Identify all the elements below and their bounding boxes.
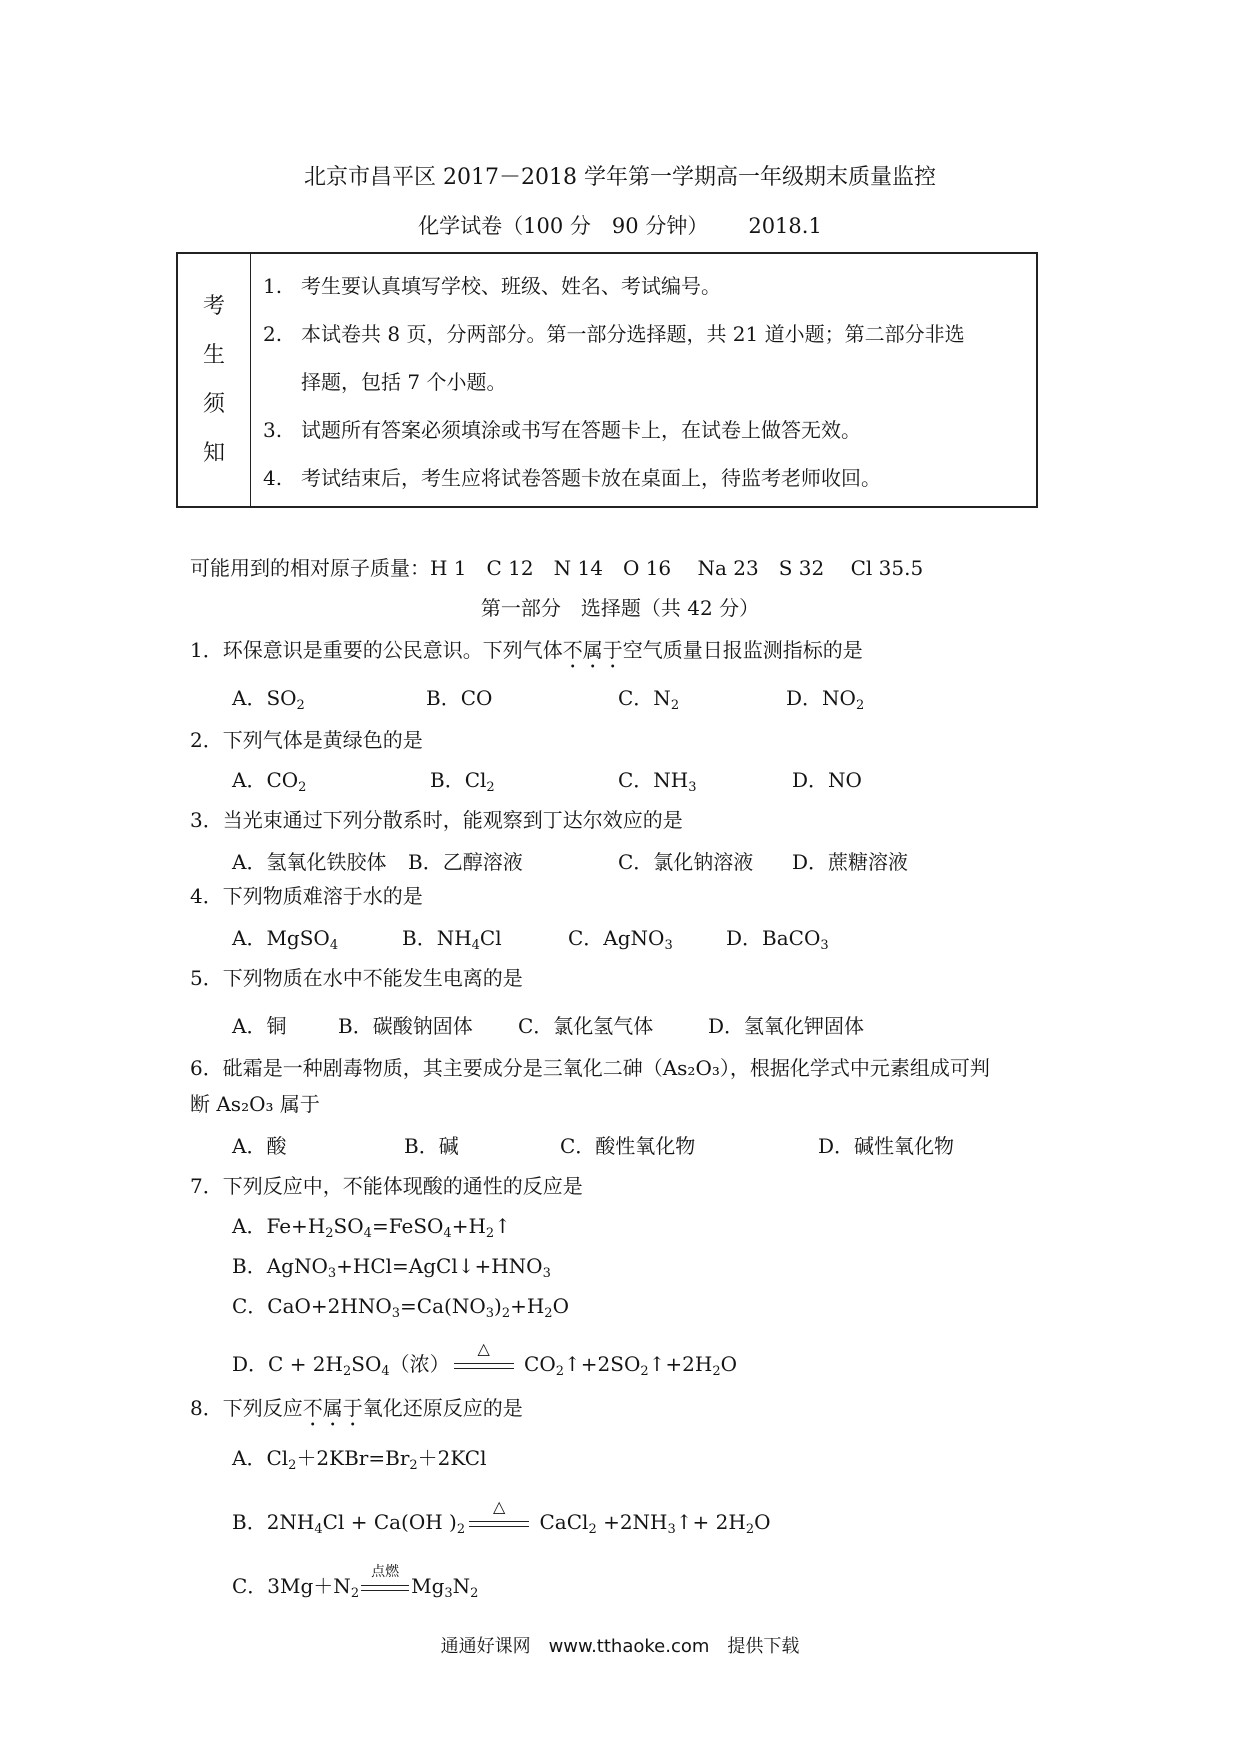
notice-item [263, 406, 1026, 454]
q8-option-c: C．$3Mg+N_2$ 点燃 $Mg_3N_2$ [232, 1570, 478, 1599]
heat-condition-arrow [454, 1338, 514, 1377]
q6-option-d: D．碱性氧化物 [818, 1134, 955, 1158]
q8-post: 氧化还原反应的是 [362, 1396, 523, 1420]
q5-option-b: B．碳酸钠固体 [338, 1014, 473, 1038]
footer-watermark: 通通好课网 www.tthaoke.com 提供下载 [440, 1636, 800, 1657]
heat-symbol: △ [477, 1338, 490, 1358]
question-2-stem: 2．下列气体是黄绿色的是 [190, 728, 423, 752]
q7-option-c: C．$CaO+2HNO_3=Ca(NO_3)_2+H_2O$ [232, 1294, 569, 1321]
q6-option-a: A．酸 [232, 1134, 287, 1158]
q3-option-d: D．蔗糖溶液 [792, 850, 909, 874]
notice-item-text: 考生要认真填写学校、班级、姓名、考试编号。 [301, 274, 721, 298]
q1-option-c: C．$N_2$ [618, 686, 680, 713]
question-8-stem [190, 1392, 523, 1431]
q1-option-d: D．$NO_2$ [786, 686, 865, 713]
q8-emphasis: 不属于 [302, 1396, 363, 1420]
notice-item-num: 4. [263, 466, 283, 490]
q3-option-b: B．乙醇溶液 [408, 850, 523, 874]
notice-label-char: 须 [202, 392, 225, 417]
q8-option-a: A．$Cl_2+2KBr=Br_2+2KCl$ [232, 1446, 487, 1473]
q6-option-c: C．酸性氧化物 [560, 1134, 696, 1158]
q4-option-b: B．$NH_4Cl$ [402, 926, 502, 953]
notice-items [251, 253, 1038, 507]
notice-item-num: 3. [263, 418, 283, 442]
question-6-line-2: 断 As₂O₃ 属于 [190, 1092, 320, 1116]
q2-option-b: B．$Cl_2$ [430, 768, 495, 795]
notice-item-text: 本试卷共 8 页，分两部分。第一部分选择题，共 21 道小题；第二部分非选 [301, 322, 965, 346]
notice-item-cont: 择题，包括 7 个小题。 [301, 370, 507, 394]
q1-option-a: A．$SO_2$ [232, 686, 305, 713]
q2-option-c: C．$NH_3$ [618, 768, 697, 795]
notice-item [263, 310, 1026, 406]
notice-table [176, 252, 1038, 508]
ignite-condition-arrow [361, 1563, 409, 1599]
q2-option-a: A．$CO_2$ [232, 768, 307, 795]
q2-option-d: D．NO [792, 768, 862, 792]
ignite-label: 点燃 [371, 1563, 400, 1580]
notice-label-char: 知 [202, 441, 225, 466]
notice-item-num: 2. [263, 322, 283, 346]
q5-option-a: A．铜 [232, 1014, 287, 1038]
question-5-stem: 5．下列物质在水中不能发生电离的是 [190, 966, 523, 990]
q1-pre: 1．环保意识是重要的公民意识。下列气体 [190, 638, 563, 662]
q5-option-d: D．氢氧化钾固体 [708, 1014, 865, 1038]
exam-date: 2018.1 [748, 214, 822, 238]
q1-post: 空气质量日报监测指标的是 [622, 638, 863, 662]
notice-item [263, 262, 1026, 310]
q4-option-c: C．AgNO$_3$ [568, 926, 673, 953]
q1-emphasis: 不属于 [562, 638, 623, 662]
q7-option-b: B．$AgNO_3+HCl=AgCl↓+HNO_3$ [232, 1254, 551, 1281]
question-3-stem: 3．当光束通过下列分散系时，能观察到丁达尔效应的是 [190, 808, 683, 832]
exam-subtitle [0, 210, 1240, 240]
question-4-stem: 4．下列物质难溶于水的是 [190, 884, 423, 908]
q5-option-c: C．氯化氢气体 [518, 1014, 654, 1038]
notice-label-char: 生 [202, 343, 225, 368]
q7-option-a: A．$Fe+H_2SO_4=FeSO_4+H_2↑$ [232, 1214, 511, 1241]
notice-item-num: 1. [263, 274, 283, 298]
atomic-masses: 可能用到的相对原子质量：H 1 C 12 N 14 O 16 Na 23 S 32 Cl 35.5 [190, 556, 924, 580]
q8-pre: 8．下列反应 [190, 1396, 303, 1420]
heat-symbol: △ [492, 1496, 506, 1516]
q7-option-d: D．$C + 2H_2SO_4$（浓） △ $CO_2↑+2SO_2↑+2H_2O$ [232, 1338, 737, 1379]
notice-item [263, 454, 1026, 502]
question-6-line-1: 6．砒霜是一种剧毒物质，其主要成分是三氧化二砷（As₂O₃），根据化学式中元素组成可判 [190, 1056, 990, 1080]
q4-option-a: A．MgSO$_4$ [232, 926, 339, 953]
notice-label [177, 253, 251, 507]
q3-option-a: A．氢氧化铁胶体 [232, 850, 387, 874]
heat-condition-arrow [469, 1496, 529, 1535]
subtitle-text: 化学试卷（100 分 90 分钟） [418, 214, 709, 238]
q8-option-b: B．$2NH_4Cl + Ca(OH$ )$_2$ △ CaCl$_2$ $+2NH_3↑+ 2H_2O$ [232, 1496, 771, 1537]
notice-label-char: 考 [202, 294, 225, 319]
notice-item-text: 考试结束后，考生应将试卷答题卡放在桌面上，待监考老师收回。 [301, 466, 881, 490]
q6-option-b: B．碱 [404, 1134, 459, 1158]
q4-option-d: D．BaCO$_3$ [726, 926, 829, 953]
question-7-stem: 7．下列反应中，不能体现酸的通性的反应是 [190, 1174, 583, 1198]
q3-option-c: C．氯化钠溶液 [618, 850, 754, 874]
notice-item-text: 试题所有答案必须填涂或书写在答题卡上，在试卷上做答无效。 [301, 418, 861, 442]
q1-option-b: B．CO [426, 686, 493, 710]
question-1-stem [190, 634, 863, 673]
exam-title: 北京市昌平区 2017－2018 学年第一学期高一年级期末质量监控 [304, 165, 936, 190]
part1-title: 第一部分 选择题（共 42 分） [480, 596, 760, 620]
